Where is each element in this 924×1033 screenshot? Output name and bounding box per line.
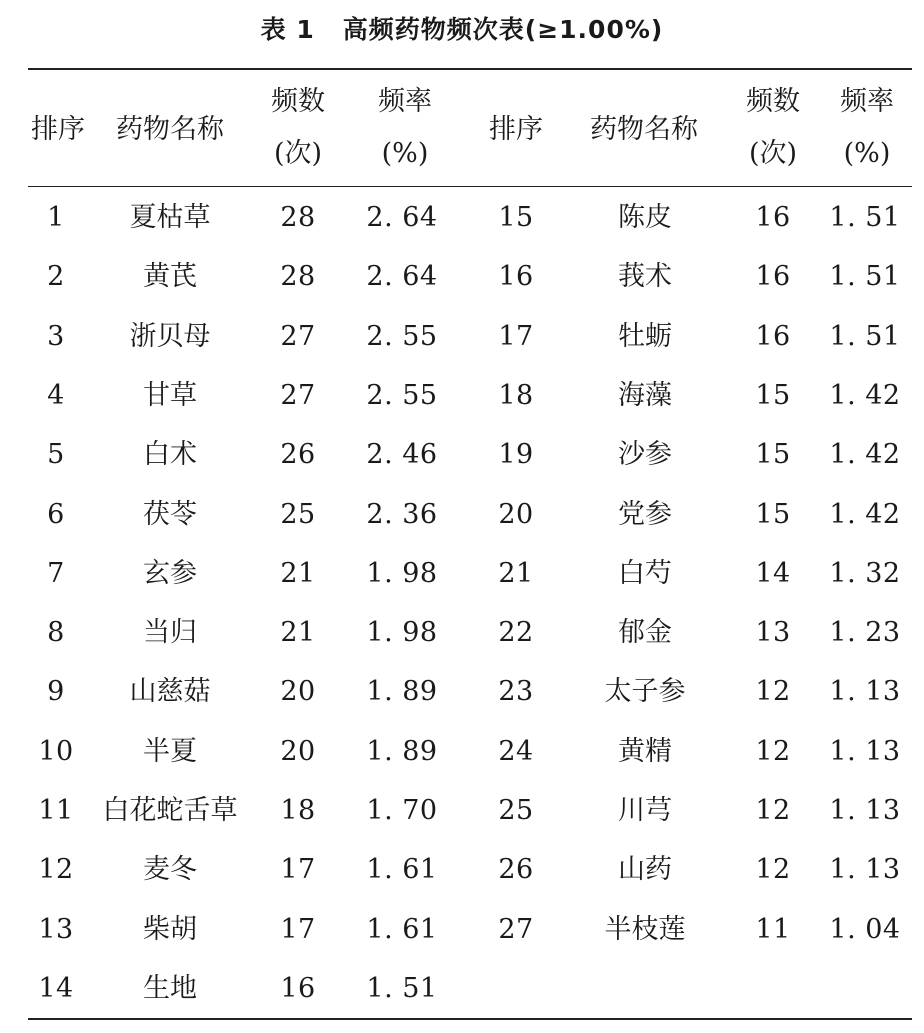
rate-cell: 1. 04	[829, 913, 901, 945]
header-rate-left: 频率	[378, 86, 432, 117]
top-rule	[28, 68, 912, 70]
frequency-cell: 17	[280, 913, 316, 945]
rank-cell: 8	[47, 617, 65, 649]
rank-cell: 23	[498, 676, 534, 708]
rate-cell: 2. 55	[366, 320, 438, 352]
drug-name-cell: 玄参	[143, 557, 197, 589]
header-rule	[28, 186, 912, 187]
rate-cell: 1. 51	[829, 202, 901, 233]
drug-name-cell: 半夏	[143, 735, 197, 767]
rank-cell: 17	[498, 320, 534, 352]
drug-name-cell: 白术	[143, 439, 197, 471]
frequency-cell: 15	[755, 498, 791, 530]
table-row	[0, 485, 924, 544]
rank-cell: 4	[47, 379, 65, 411]
rate-cell: 1. 61	[366, 913, 438, 945]
rank-cell: 6	[47, 498, 65, 530]
table-row	[0, 900, 924, 959]
header-freq-unit-right: (次)	[748, 138, 798, 169]
rate-cell: 2. 46	[366, 439, 438, 471]
frequency-cell: 14	[755, 557, 791, 589]
frequency-cell: 18	[280, 795, 316, 826]
rate-cell: 2. 55	[366, 379, 438, 411]
rank-cell: 15	[498, 202, 534, 233]
table-row	[0, 247, 924, 306]
rank-cell: 16	[498, 261, 534, 293]
drug-name-cell: 麦冬	[143, 854, 197, 886]
frequency-cell: 16	[755, 202, 791, 233]
rate-cell: 1. 32	[829, 557, 901, 589]
header-rate-right: 频率	[840, 86, 894, 117]
frequency-cell: 16	[755, 261, 791, 293]
drug-name-cell: 莪术	[618, 261, 672, 293]
frequency-cell: 27	[280, 379, 316, 411]
table-row	[0, 662, 924, 721]
rate-cell: 1. 51	[829, 261, 901, 293]
frequency-cell: 12	[755, 735, 791, 767]
header-rate-unit-left: (%)	[381, 138, 429, 169]
rank-cell: 26	[498, 854, 534, 886]
frequency-cell: 28	[280, 261, 316, 293]
rate-cell: 1. 23	[829, 617, 901, 649]
drug-name-cell: 柴胡	[143, 913, 197, 945]
rate-cell: 1. 70	[366, 795, 438, 826]
header-name-left: 药物名称	[116, 114, 224, 145]
rank-cell: 3	[47, 320, 65, 352]
rank-cell: 12	[38, 854, 74, 886]
drug-name-cell: 甘草	[143, 379, 197, 411]
table-row	[0, 959, 924, 1018]
frequency-cell: 16	[280, 972, 316, 1004]
table-row	[0, 307, 924, 366]
rank-cell: 20	[498, 498, 534, 530]
header-rate-unit-right: (%)	[843, 138, 891, 169]
rank-cell: 10	[38, 735, 74, 767]
header-freq-unit-left: (次)	[273, 138, 323, 169]
drug-name-cell: 山药	[618, 854, 672, 886]
table-caption: 高频药物频次表(≥1.00%)	[342, 15, 664, 44]
drug-name-cell: 黄芪	[143, 261, 197, 293]
frequency-cell: 27	[280, 320, 316, 352]
frequency-cell: 12	[755, 854, 791, 886]
rate-cell: 1. 89	[366, 676, 438, 708]
rate-cell: 1. 98	[366, 617, 438, 649]
table-row	[0, 840, 924, 899]
header-name-right: 药物名称	[590, 114, 698, 145]
drug-name-cell: 白芍	[618, 557, 672, 589]
frequency-cell: 17	[280, 854, 316, 886]
frequency-cell: 16	[755, 320, 791, 352]
rank-cell: 9	[47, 676, 65, 708]
rate-cell: 1. 13	[829, 854, 901, 886]
rank-cell: 21	[498, 557, 534, 589]
rate-cell: 1. 13	[829, 676, 901, 708]
header-freq-right: 频数	[746, 86, 800, 117]
rate-cell: 1. 13	[829, 735, 901, 767]
table-row	[0, 603, 924, 662]
frequency-cell: 12	[755, 795, 791, 826]
drug-name-cell: 川芎	[618, 795, 672, 826]
drug-name-cell: 陈皮	[618, 202, 672, 233]
drug-name-cell: 党参	[618, 498, 672, 530]
table-row	[0, 544, 924, 603]
rank-cell: 7	[47, 557, 65, 589]
rate-cell: 1. 61	[366, 854, 438, 886]
drug-name-cell: 郁金	[618, 617, 672, 649]
rate-cell: 1. 42	[829, 439, 901, 471]
header-freq-left: 频数	[271, 86, 325, 117]
rate-cell: 1. 98	[366, 557, 438, 589]
drug-name-cell: 茯苓	[143, 498, 197, 530]
frequency-cell: 21	[280, 617, 316, 649]
frequency-cell: 13	[755, 617, 791, 649]
rate-cell: 2. 36	[366, 498, 438, 530]
rank-cell: 24	[498, 735, 534, 767]
rank-cell: 18	[498, 379, 534, 411]
frequency-cell: 15	[755, 379, 791, 411]
rank-cell: 2	[47, 261, 65, 293]
rate-cell: 1. 42	[829, 379, 901, 411]
drug-name-cell: 生地	[143, 972, 197, 1004]
header-rank-right: 排序	[489, 114, 543, 145]
header-rank-left: 排序	[31, 114, 85, 145]
rank-cell: 13	[38, 913, 74, 945]
rate-cell: 1. 89	[366, 735, 438, 767]
rank-cell: 25	[498, 795, 534, 826]
rank-cell: 27	[498, 913, 534, 945]
table-row	[0, 366, 924, 425]
rank-cell: 1	[47, 202, 65, 233]
frequency-cell: 11	[755, 913, 791, 945]
drug-name-cell: 白花蛇舌草	[102, 795, 238, 826]
rank-cell: 14	[38, 972, 74, 1004]
table-row	[0, 425, 924, 484]
table-number: 表 1	[260, 15, 315, 44]
rank-cell: 19	[498, 439, 534, 471]
drug-name-cell: 沙参	[618, 439, 672, 471]
drug-name-cell: 当归	[143, 617, 197, 649]
rank-cell: 5	[47, 439, 65, 471]
drug-name-cell: 牡蛎	[618, 320, 672, 352]
table-row	[0, 722, 924, 781]
frequency-cell: 28	[280, 202, 316, 233]
drug-name-cell: 山慈菇	[129, 676, 211, 708]
rate-cell: 2. 64	[366, 261, 438, 293]
drug-name-cell: 海藻	[618, 379, 672, 411]
frequency-cell: 15	[755, 439, 791, 471]
drug-name-cell: 太子参	[604, 676, 686, 708]
frequency-cell: 21	[280, 557, 316, 589]
table-row	[0, 188, 924, 247]
bottom-rule	[28, 1018, 912, 1020]
drug-name-cell: 浙贝母	[129, 320, 211, 352]
drug-name-cell: 黄精	[618, 735, 672, 767]
table-title	[0, 10, 924, 46]
drug-name-cell: 夏枯草	[129, 202, 211, 233]
frequency-cell: 12	[755, 676, 791, 708]
rate-cell: 1. 51	[829, 320, 901, 352]
frequency-cell: 25	[280, 498, 316, 530]
frequency-cell: 26	[280, 439, 316, 471]
rank-cell: 22	[498, 617, 534, 649]
frequency-cell: 20	[280, 676, 316, 708]
rate-cell: 1. 42	[829, 498, 901, 530]
rate-cell: 1. 51	[366, 972, 438, 1004]
rate-cell: 2. 64	[366, 202, 438, 233]
frequency-cell: 20	[280, 735, 316, 767]
rank-cell: 11	[38, 795, 74, 826]
rate-cell: 1. 13	[829, 795, 901, 826]
table-row	[0, 781, 924, 840]
drug-name-cell: 半枝莲	[604, 913, 686, 945]
